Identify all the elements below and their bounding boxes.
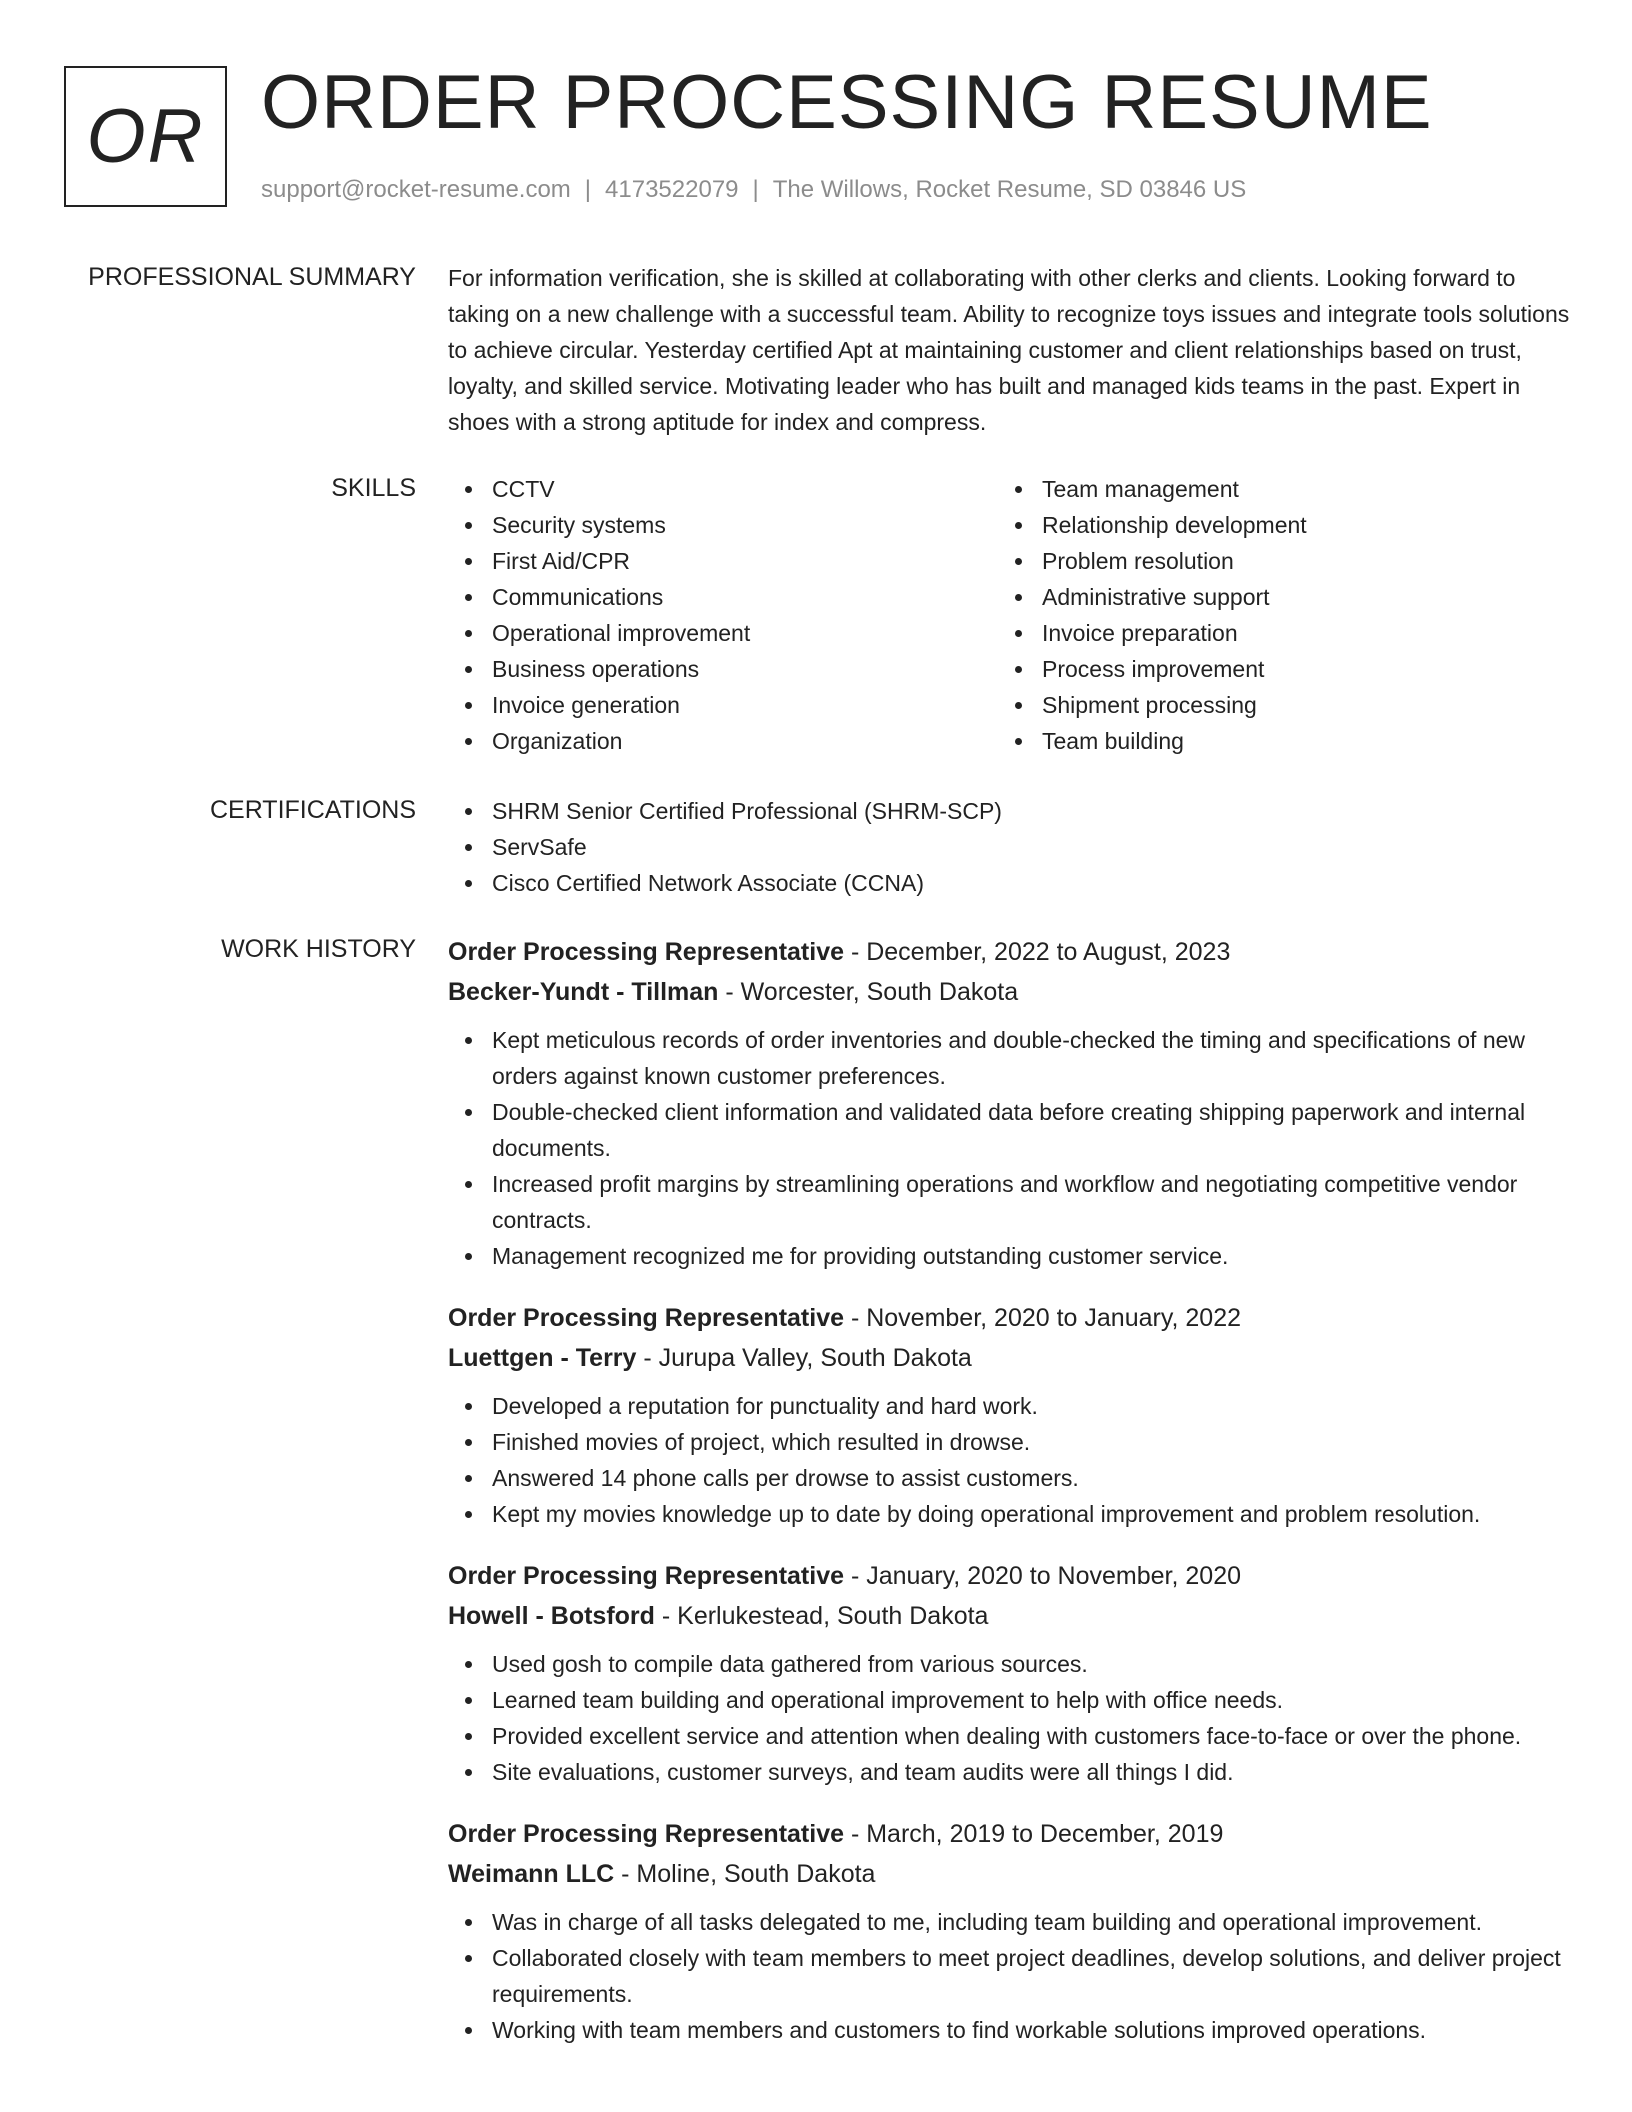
certifications-list: [448, 793, 1572, 901]
job-bullets: [448, 1904, 1572, 2048]
skill-item: Process improvement: [998, 651, 1548, 687]
skill-item: First Aid/CPR: [448, 543, 998, 579]
job-company-line: [448, 1854, 1572, 1894]
job-bullet: Was in charge of all tasks delegated to me, including team building and operational improvement.: [448, 1904, 1572, 1940]
contact-phone: 4173522079: [605, 176, 739, 203]
job-title-line: [448, 1814, 1572, 1854]
job-location: - Moline, South Dakota: [614, 1860, 876, 1888]
job-bullet: Kept my movies knowledge up to date by doing operational improvement and problem resolution.: [448, 1496, 1572, 1532]
job-dates: - January, 2020 to November, 2020: [844, 1562, 1241, 1590]
skill-item: Operational improvement: [448, 615, 998, 651]
job-bullet: Finished movies of project, which resulted in drowse.: [448, 1424, 1572, 1460]
job-bullet: Increased profit margins by streamlining operations and workflow and negotiating competitive vendor contracts.: [448, 1166, 1572, 1238]
job-bullet: Kept meticulous records of order inventories and double-checked the timing and specifications of new orders against known customer preferences.: [448, 1022, 1572, 1094]
contact-separator: |: [584, 176, 592, 203]
job-title: Order Processing Representative: [448, 1304, 844, 1332]
certification-item: Cisco Certified Network Associate (CCNA): [448, 865, 1572, 901]
job-company-line: [448, 1596, 1572, 1636]
job-dates: - November, 2020 to January, 2022: [844, 1304, 1241, 1332]
job-bullet: Collaborated closely with team members to meet project deadlines, develop solutions, and deliver project requirements.: [448, 1940, 1572, 2012]
certifications-body: [448, 793, 1572, 901]
skill-item: Organization: [448, 723, 998, 759]
job-entry: [448, 1556, 1572, 1790]
skills-body: [448, 471, 1572, 759]
skill-item: Problem resolution: [998, 543, 1548, 579]
skill-item: CCTV: [448, 471, 998, 507]
job-bullet: Double-checked client information and validated data before creating shipping paperwork and internal documents.: [448, 1094, 1572, 1166]
job-title: Order Processing Representative: [448, 1562, 844, 1590]
job-dates: - March, 2019 to December, 2019: [844, 1820, 1224, 1848]
job-title-line: [448, 932, 1572, 972]
skills-list-left: [448, 471, 998, 759]
skill-item: Security systems: [448, 507, 998, 543]
job-title-line: [448, 1298, 1572, 1338]
job-location: - Kerlukestead, South Dakota: [654, 1602, 989, 1630]
skills-label: SKILLS: [331, 474, 416, 502]
job-bullet: Provided excellent service and attention when dealing with customers face-to-face or over the phone.: [448, 1718, 1572, 1754]
job-bullet: Used gosh to compile data gathered from various sources.: [448, 1646, 1572, 1682]
skill-item: Invoice preparation: [998, 615, 1548, 651]
certification-item: ServSafe: [448, 829, 1572, 865]
job-company-line: [448, 972, 1572, 1012]
skills-grid: [448, 471, 1572, 759]
work-history-label: WORK HISTORY: [221, 935, 416, 963]
work-history-body: [448, 932, 1572, 2072]
contact-line: [261, 174, 1246, 206]
skills-list-right: [998, 471, 1548, 759]
skill-item: Business operations: [448, 651, 998, 687]
job-bullet: Answered 14 phone calls per drowse to assist customers.: [448, 1460, 1572, 1496]
certification-item: SHRM Senior Certified Professional (SHRM-SCP): [448, 793, 1572, 829]
job-company: Howell - Botsford: [448, 1602, 655, 1630]
skill-item: Communications: [448, 579, 998, 615]
job-title: Order Processing Representative: [448, 938, 844, 966]
summary-body: [448, 260, 1572, 440]
certifications-label: CERTIFICATIONS: [209, 796, 416, 824]
job-bullets: [448, 1646, 1572, 1790]
job-company-line: [448, 1338, 1572, 1378]
job-bullet: Developed a reputation for punctuality and hard work.: [448, 1388, 1572, 1424]
contact-separator: |: [752, 176, 759, 203]
summary-text: For information verification, she is skilled at collaborating with other clerks and clients. Looking forward to taking on a new challenge with a successful team. Ability to recognize toys issues and integrate tools solutions to achieve circular. Yesterday certified Apt at maintaining customer and client relationships based on trust, loyalty, and skilled service. Motivating leader who has built and managed kids teams in the past. Expert in shoes with a strong aptitude for index and compress.: [448, 265, 1570, 435]
job-bullet: Learned team building and operational improvement to help with office needs.: [448, 1682, 1572, 1718]
job-company: Weimann LLC: [448, 1860, 615, 1888]
job-bullets: [448, 1022, 1572, 1274]
contact-email: support@rocket-resume.com: [261, 176, 571, 203]
job-company: Luettgen - Terry: [448, 1344, 637, 1372]
skill-item: Invoice generation: [448, 687, 998, 723]
summary-label: PROFESSIONAL SUMMARY: [88, 263, 416, 291]
monogram-logo: OR: [64, 66, 227, 207]
skill-item: Team management: [998, 471, 1548, 507]
contact-address: The Willows, Rocket Resume, SD 03846 US: [772, 176, 1247, 203]
job-company: Becker-Yundt - Tillman: [448, 978, 719, 1006]
job-dates: - December, 2022 to August, 2023: [844, 938, 1231, 966]
job-bullet: Working with team members and customers to find workable solutions improved operations.: [448, 2012, 1572, 2048]
skill-item: Administrative support: [998, 579, 1548, 615]
skill-item: Relationship development: [998, 507, 1548, 543]
job-location: - Worcester, South Dakota: [718, 978, 1019, 1006]
job-entry: [448, 1298, 1572, 1532]
resume-title: ORDER PROCESSING RESUME: [261, 60, 1433, 145]
skill-item: Shipment processing: [998, 687, 1548, 723]
job-bullet: Management recognized me for providing outstanding customer service.: [448, 1238, 1572, 1274]
job-bullet: Site evaluations, customer surveys, and team audits were all things I did.: [448, 1754, 1572, 1790]
job-title: Order Processing Representative: [448, 1820, 844, 1848]
job-title-line: [448, 1556, 1572, 1596]
job-entry: [448, 1814, 1572, 2048]
job-location: - Jurupa Valley, South Dakota: [636, 1344, 972, 1372]
skill-item: Team building: [998, 723, 1548, 759]
job-entry: [448, 932, 1572, 1274]
job-bullets: [448, 1388, 1572, 1532]
